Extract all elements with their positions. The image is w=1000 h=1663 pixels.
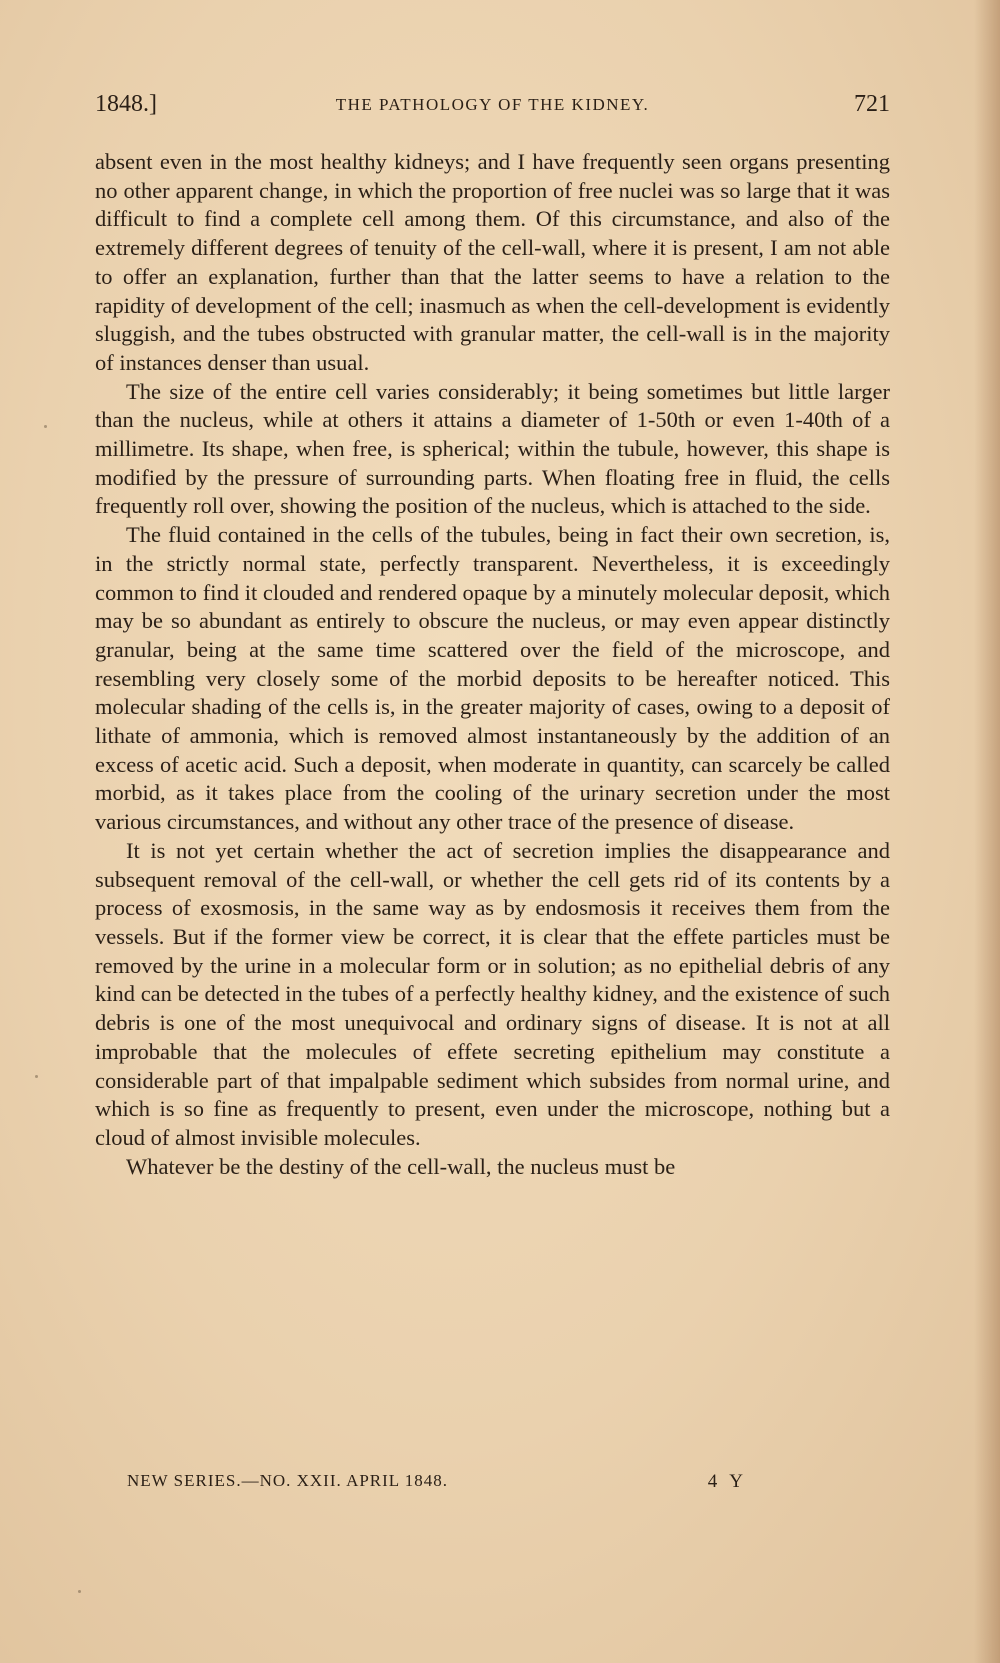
body-text — [95, 148, 890, 1181]
paper-speck — [44, 425, 47, 428]
paper-speck — [35, 1075, 38, 1078]
paragraph-continued: absent even in the most healthy kidneys; and I have frequently seen organs presenting no other apparent change, in which the proportion of free nuclei was so large that it was difficult to find a complete cell among them. Of this circumstance, and also of the extremely different degrees of tenuity of the cell-wall, where it is present, I am not able to offer an explanation, further than that the latter seems to have a relation to the rapidity of development of the cell; inasmuch as when the cell-development is evidently sluggish, and the tubes obstructed with granular matter, the cell-wall is in the majority of instances denser than usual. — [95, 149, 890, 375]
paragraph-secretion: It is not yet certain whether the act of secretion implies the disappearance and subsequent removal of the cell-wall, or whether the cell gets rid of its contents by a process of exosmosis, in the same way as by endosmosis it receives them from the vessels. But if the former view be correct, it is clear that the effete particles must be removed by the urine in a molecular form or in solution; as no epithelial debris of any kind can be detected in the tubes of a perfectly healthy kidney, and the existence of such debris is one of the most unequivocal and ordinary signs of disease. It is not at all improbable that the molecules of effete secreting epithelium may constitute a considerable part of that impalpable sediment which subsides from normal urine, and which is so fine as frequently to present, even under the microscope, nothing but a cloud of almost invisible molecules. — [95, 837, 890, 1150]
paragraph-cell-fluid: The fluid contained in the cells of the tubules, being in fact their own secretion, is, in the strictly normal state, perfectly transparent. Nevertheless, it is exceedingly common to find it clouded and rendered opaque by a minutely molecular deposit, which may be so abundant as entirely to obscure the nucleus, or may even appear distinctly granular, being at the same time scattered over the field of the microscope, and resembling very closely some of the morbid deposits to be hereafter noticed. This molecular shading of the cells is, in the greater majority of cases, owing to a deposit of lithate of ammonia, which is removed almost instantaneously by the addition of an excess of acetic acid. Such a deposit, when moderate in quantity, can scarcely be called morbid, as it takes place from the cooling of the urinary secretion under the most various circumstances, and without any other trace of the presence of disease. — [95, 522, 890, 835]
paragraph-cell-size: The size of the entire cell varies considerably; it being sometimes but little larger than the nucleus, while at others it attains a diameter of 1-50th or even 1-40th of a millimetre. Its shape, when free, is spherical; within the tubule, however, this shape is modified by the pressure of surrounding parts. When floating free in fluid, the cells frequently roll over, showing the position of the nucleus, which is attached to the side. — [95, 378, 890, 519]
signature-mark: 4 Y — [707, 1471, 747, 1492]
page-edge-shadow — [974, 0, 1000, 1663]
page-number: 721 — [854, 91, 890, 117]
running-head-title: THE PATHOLOGY OF THE KIDNEY. — [335, 95, 650, 114]
paragraph-nucleus: Whatever be the destiny of the cell-wall, the nucleus must be — [126, 1153, 676, 1179]
page-footer — [127, 1471, 747, 1497]
running-head — [95, 91, 890, 123]
paper-speck — [78, 1590, 81, 1593]
signature-line: NEW SERIES.—NO. XXII. APRIL 1848. — [127, 1471, 449, 1490]
running-head-year: 1848.] — [95, 91, 157, 117]
